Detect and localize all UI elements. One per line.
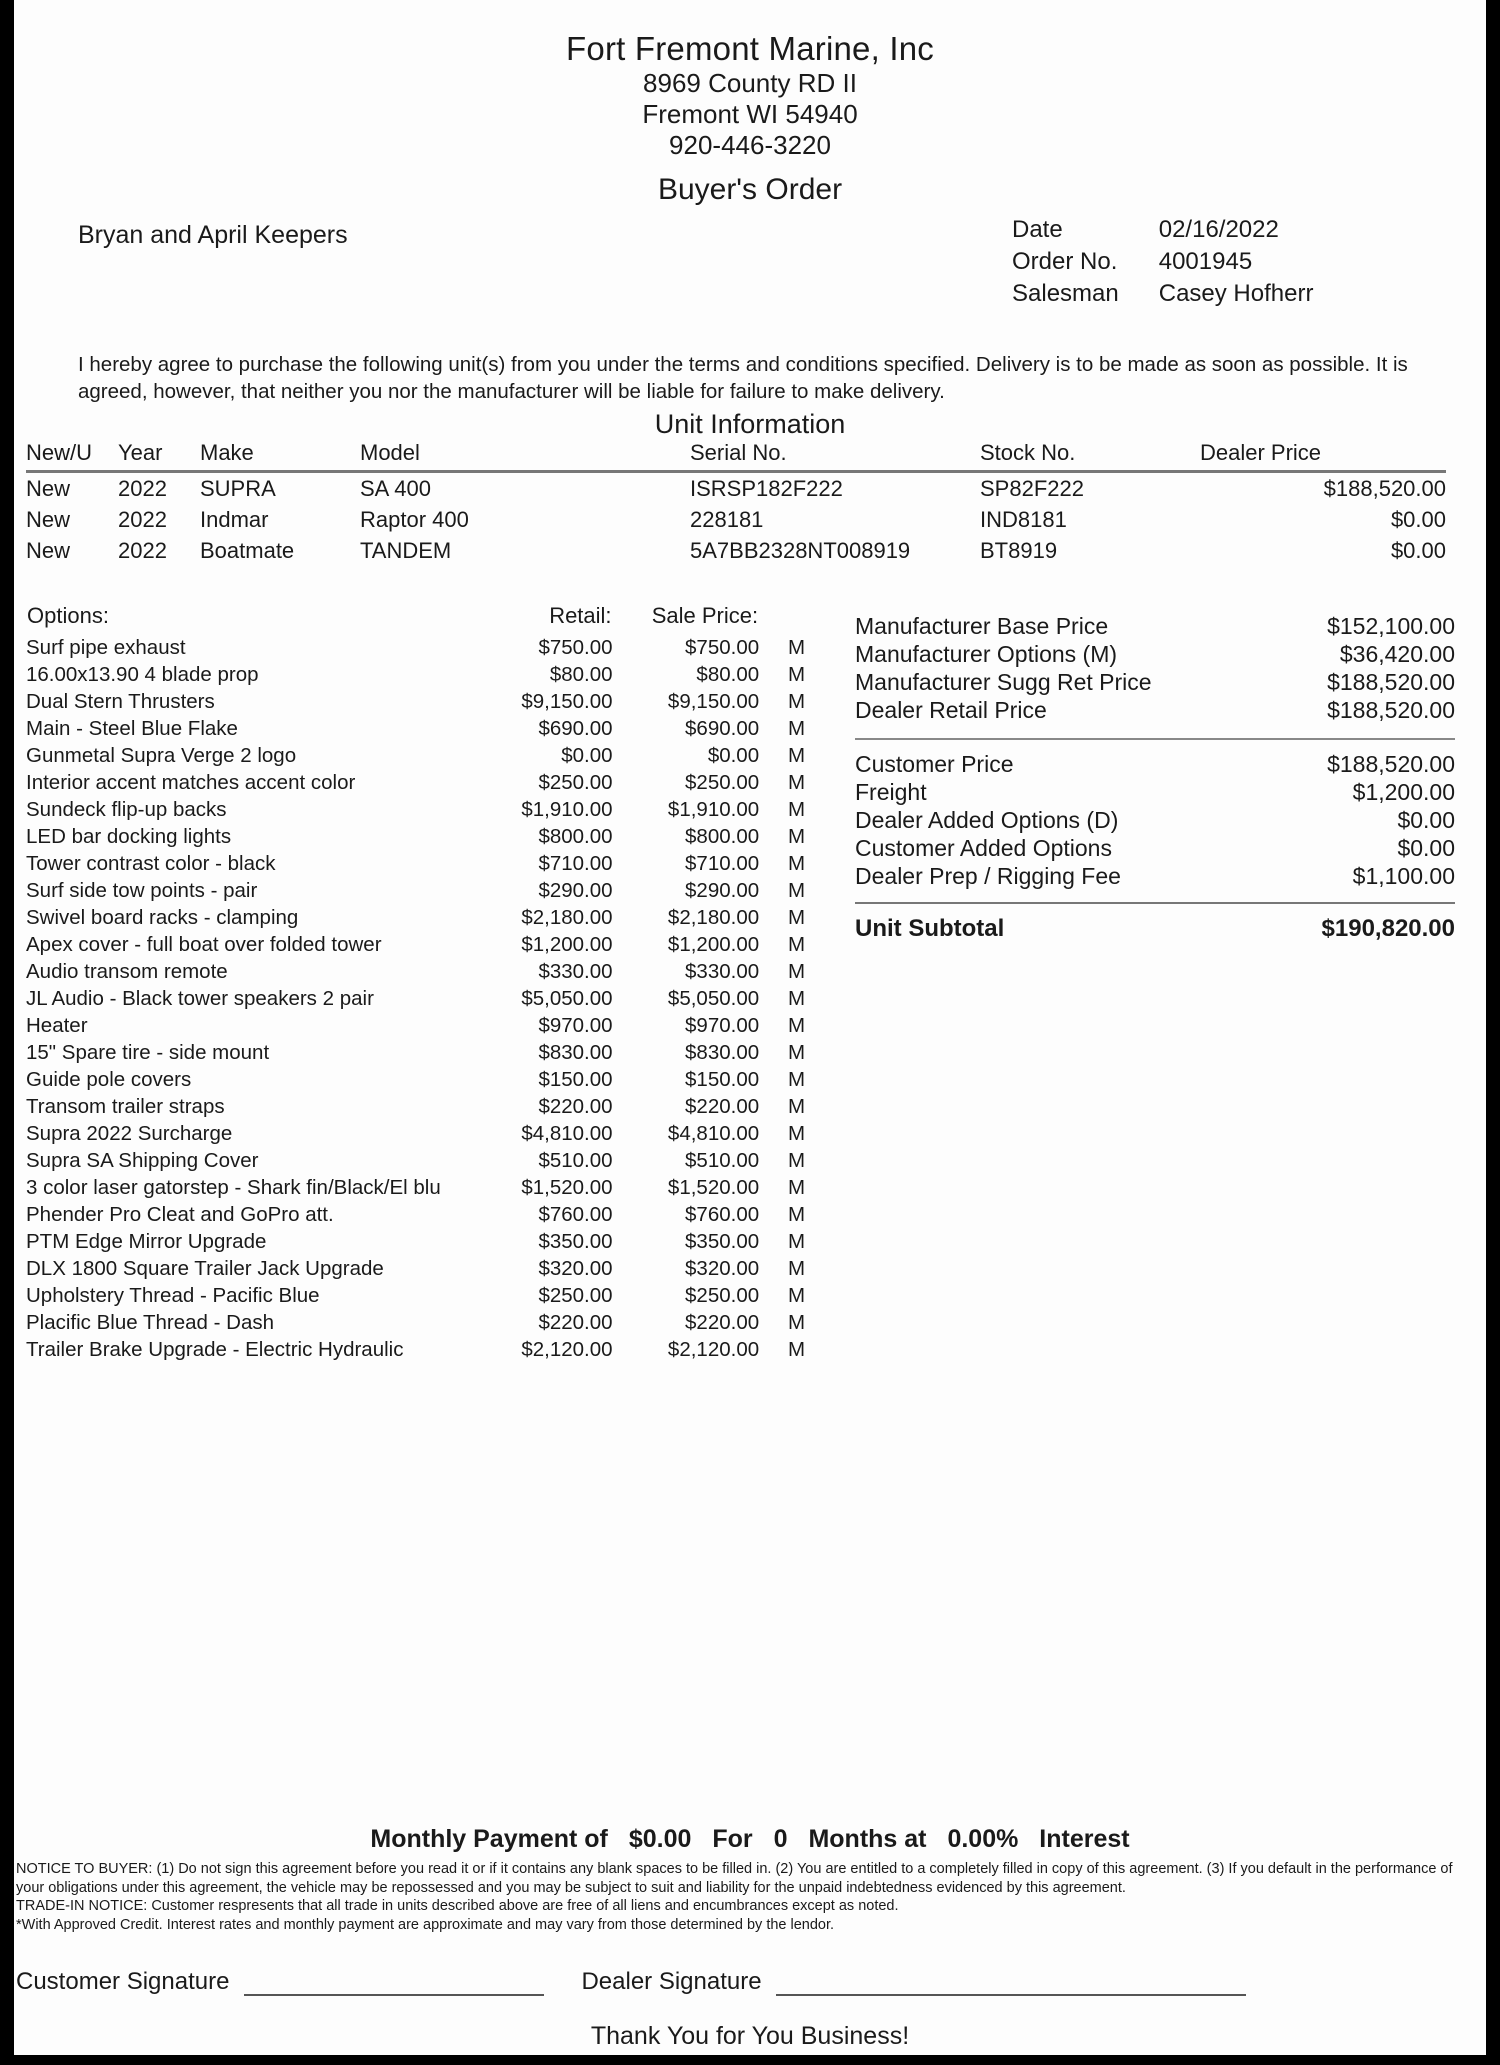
notice-to-buyer: NOTICE TO BUYER: (1) Do not sign this agreement before you read it or if it contains any blank spaces to be filled in. (2) You are entitled to a completely filled in copy of this agreement. (3) If you default in the performance of your obligations under this agreement, the vehicle may be repossessed and you may be subject to suit and liability for the unpaid indebtedness evidenced by this agreement.	[16, 1861, 1453, 1896]
approved-credit-notice: *With Approved Credit. Interest rates and monthly payment are approximate and may vary from those determined by the lendor.	[16, 1916, 835, 1933]
document-title: Buyer's Order	[657, 173, 843, 206]
option-description: Apex cover - full boat over folded tower	[26, 932, 382, 956]
unit-serial: 228181	[690, 507, 764, 532]
option-retail-price: $290.00	[538, 878, 613, 902]
summary-group-manufacturer	[855, 612, 1455, 724]
option-retail-price: $970.00	[538, 1013, 613, 1037]
option-sale-price: $690.00	[685, 716, 760, 740]
monthly-payment-line	[0, 1825, 1500, 1854]
option-sale-price: $5,050.00	[667, 986, 760, 1010]
option-retail-price: $1,200.00	[521, 932, 613, 956]
option-flag: M	[788, 905, 806, 929]
unit-year: 2022	[118, 538, 167, 563]
summary-row	[855, 778, 1455, 806]
options-header-flag	[759, 602, 816, 634]
option-flag: M	[788, 1175, 806, 1199]
option-flag: M	[788, 1202, 806, 1226]
option-description: Sundeck flip-up backs	[26, 797, 227, 821]
summary-row	[855, 668, 1455, 696]
order-meta-table	[1010, 213, 1315, 311]
summary-divider-2	[855, 902, 1455, 904]
table-row	[26, 1228, 816, 1255]
unit-header-dealer-price: Dealer Price	[1200, 440, 1446, 472]
document-footer	[0, 1825, 1500, 2051]
summary-value: $188,520.00	[1327, 668, 1455, 695]
option-retail-price: $4,810.00	[521, 1121, 613, 1145]
option-sale-price: $970.00	[685, 1013, 760, 1037]
dealer-signature-label: Dealer Signature	[581, 1968, 762, 1995]
option-sale-price: $220.00	[685, 1310, 760, 1334]
payment-prefix: Monthly Payment of	[370, 1825, 608, 1853]
unit-stock: BT8919	[980, 538, 1058, 563]
payment-rate: 0.00%	[947, 1825, 1019, 1853]
option-retail-price: $750.00	[538, 635, 613, 659]
table-row	[26, 1336, 816, 1363]
table-row	[26, 1120, 816, 1147]
unit-stock: SP82F222	[980, 476, 1084, 501]
option-sale-price: $0.00	[707, 743, 760, 767]
table-row	[26, 1147, 816, 1174]
option-sale-price: $2,180.00	[667, 905, 760, 929]
table-row	[26, 742, 816, 769]
unit-year: 2022	[118, 476, 167, 501]
option-description: 16.00x13.90 4 blade prop	[26, 662, 259, 686]
unit-header-make: Make	[200, 440, 360, 472]
meta-value-date: 02/16/2022	[1158, 216, 1279, 243]
unit-header-serial: Serial No.	[690, 440, 980, 472]
option-sale-price: $80.00	[696, 662, 760, 686]
table-row	[26, 715, 816, 742]
option-flag: M	[788, 986, 806, 1010]
option-description: JL Audio - Black tower speakers 2 pair	[26, 986, 374, 1010]
options-header-label: Options:	[27, 603, 109, 628]
unit-header-newu: New/U	[26, 440, 118, 472]
option-flag: M	[788, 959, 806, 983]
unit-year: 2022	[118, 507, 167, 532]
summary-value: $1,200.00	[1352, 778, 1455, 805]
option-sale-price: $1,910.00	[667, 797, 760, 821]
option-description: Heater	[26, 1013, 88, 1037]
meta-row-salesman	[1012, 279, 1313, 309]
option-description: Upholstery Thread - Pacific Blue	[26, 1283, 320, 1307]
meta-value-order-no: 4001945	[1158, 248, 1253, 275]
option-retail-price: $80.00	[549, 662, 613, 686]
option-sale-price: $800.00	[685, 824, 760, 848]
option-retail-price: $2,120.00	[521, 1337, 613, 1361]
customer-signature-field[interactable]	[244, 1972, 544, 1996]
table-row	[26, 535, 1446, 566]
option-description: Main - Steel Blue Flake	[26, 716, 238, 740]
signature-row	[16, 1968, 1484, 2008]
table-row	[26, 1309, 816, 1336]
unit-table-body	[26, 472, 1446, 567]
meta-label-order-no: Order No.	[1012, 248, 1118, 275]
option-description: 15" Spare tire - side mount	[26, 1040, 270, 1064]
option-sale-price: $220.00	[685, 1094, 760, 1118]
option-sale-price: $760.00	[685, 1202, 760, 1226]
options-table-body	[26, 634, 816, 1363]
unit-dealer-price: $0.00	[1390, 507, 1446, 532]
unit-stock: IND8181	[980, 507, 1067, 532]
unit-table-header-row	[26, 440, 1446, 472]
option-flag: M	[788, 1148, 806, 1172]
option-retail-price: $690.00	[538, 716, 613, 740]
option-flag: M	[788, 1094, 806, 1118]
unit-serial: 5A7BB2328NT008919	[690, 538, 911, 563]
option-sale-price: $1,520.00	[667, 1175, 760, 1199]
unit-model: TANDEM	[360, 538, 452, 563]
summary-total-table	[855, 914, 1455, 942]
summary-label: Dealer Added Options (D)	[855, 806, 1119, 833]
table-row	[26, 1066, 816, 1093]
meta-label-salesman: Salesman	[1012, 280, 1119, 307]
unit-dealer-price: $0.00	[1390, 538, 1446, 563]
option-retail-price: $1,520.00	[521, 1175, 613, 1199]
unit-subtotal-label: Unit Subtotal	[855, 914, 1005, 942]
option-sale-price: $4,810.00	[667, 1121, 760, 1145]
option-flag: M	[788, 635, 806, 659]
order-meta-row	[0, 213, 1500, 307]
unit-make: SUPRA	[200, 476, 276, 501]
option-description: Tower contrast color - black	[26, 851, 276, 875]
table-row	[26, 661, 816, 688]
summary-group-manufacturer-body	[855, 612, 1455, 724]
option-flag: M	[788, 1067, 806, 1091]
option-flag: M	[788, 932, 806, 956]
option-retail-price: $250.00	[538, 1283, 613, 1307]
table-row	[26, 931, 816, 958]
payment-months-count: 0	[773, 1825, 788, 1853]
table-row	[26, 985, 816, 1012]
option-sale-price: $290.00	[685, 878, 760, 902]
option-sale-price: $510.00	[685, 1148, 760, 1172]
unit-dealer-price: $188,520.00	[1323, 476, 1446, 501]
company-phone: 920-446-3220	[669, 130, 831, 160]
summary-value: $188,520.00	[1327, 750, 1455, 777]
unit-make: Indmar	[200, 507, 269, 532]
option-retail-price: $350.00	[538, 1229, 613, 1253]
meta-value-salesman: Casey Hofherr	[1158, 280, 1314, 307]
option-flag: M	[788, 689, 806, 713]
company-city-state-zip: Fremont WI 54940	[642, 99, 858, 129]
option-flag: M	[788, 1283, 806, 1307]
option-sale-price: $250.00	[685, 1283, 760, 1307]
unit-model: SA 400	[360, 476, 431, 501]
table-row	[26, 1174, 816, 1201]
option-retail-price: $510.00	[538, 1148, 613, 1172]
option-description: Supra SA Shipping Cover	[26, 1148, 259, 1172]
table-row	[26, 958, 816, 985]
table-row	[26, 472, 1446, 505]
table-row	[26, 769, 816, 796]
summary-divider-1	[855, 738, 1455, 740]
thank-you-message: Thank You for You Business!	[590, 2022, 910, 2050]
table-row	[26, 1039, 816, 1066]
summary-label: Manufacturer Base Price	[855, 612, 1109, 639]
table-row	[26, 877, 816, 904]
option-description: Swivel board racks - clamping	[26, 905, 299, 929]
option-sale-price: $750.00	[685, 635, 760, 659]
unit-newu: New	[26, 476, 71, 501]
table-row	[26, 823, 816, 850]
option-retail-price: $5,050.00	[521, 986, 613, 1010]
option-sale-price: $1,200.00	[667, 932, 760, 956]
payment-months-at: Months at	[808, 1825, 927, 1853]
unit-serial: ISRSP182F222	[690, 476, 843, 501]
option-sale-price: $150.00	[685, 1067, 760, 1091]
summary-value: $36,420.00	[1339, 640, 1455, 667]
option-description: LED bar docking lights	[26, 824, 232, 848]
options-header-retail: Retail:	[549, 603, 612, 628]
table-row	[26, 1093, 816, 1120]
table-row	[26, 904, 816, 931]
unit-information-title: Unit Information	[654, 409, 846, 439]
option-description: Guide pole covers	[26, 1067, 192, 1091]
summary-row	[855, 612, 1455, 640]
option-flag: M	[788, 743, 806, 767]
summary-label: Freight	[855, 778, 927, 805]
summary-row	[855, 640, 1455, 668]
unit-header-year: Year	[118, 440, 200, 472]
table-row	[26, 1255, 816, 1282]
summary-label: Dealer Retail Price	[855, 696, 1047, 723]
option-description: Phender Pro Cleat and GoPro att.	[26, 1202, 334, 1226]
option-flag: M	[788, 770, 806, 794]
option-description: Trailer Brake Upgrade - Electric Hydraulic	[26, 1337, 404, 1361]
option-description: Supra 2022 Surcharge	[26, 1121, 233, 1145]
summary-row	[855, 696, 1455, 724]
table-row	[26, 1012, 816, 1039]
summary-row	[855, 806, 1455, 834]
summary-group-customer	[855, 750, 1455, 890]
customer-name: Bryan and April Keepers	[78, 221, 348, 249]
option-flag: M	[788, 716, 806, 740]
option-retail-price: $320.00	[538, 1256, 613, 1280]
unit-header-stock: Stock No.	[980, 440, 1200, 472]
option-sale-price: $330.00	[685, 959, 760, 983]
option-description: DLX 1800 Square Trailer Jack Upgrade	[26, 1256, 384, 1280]
table-row	[26, 688, 816, 715]
option-retail-price: $1,910.00	[521, 797, 613, 821]
option-description: 3 color laser gatorstep - Shark fin/Black/El blu	[26, 1175, 441, 1199]
summary-label: Customer Price	[855, 750, 1014, 777]
unit-information-table	[26, 440, 1446, 566]
summary-value: $152,100.00	[1327, 612, 1455, 639]
table-row	[26, 1282, 816, 1309]
meta-row-date	[1012, 215, 1313, 245]
dealer-signature-field[interactable]	[776, 1972, 1246, 1996]
option-flag: M	[788, 1040, 806, 1064]
option-description: Gunmetal Supra Verge 2 logo	[26, 743, 297, 767]
option-description: Surf side tow points - pair	[26, 878, 258, 902]
option-retail-price: $710.00	[538, 851, 613, 875]
summary-label: Manufacturer Options (M)	[855, 640, 1118, 667]
option-retail-price: $2,180.00	[521, 905, 613, 929]
summary-value: $188,520.00	[1327, 696, 1455, 723]
option-sale-price: $250.00	[685, 770, 760, 794]
option-retail-price: $9,150.00	[521, 689, 613, 713]
option-description: Surf pipe exhaust	[26, 635, 186, 659]
option-flag: M	[788, 1310, 806, 1334]
option-retail-price: $220.00	[538, 1094, 613, 1118]
payment-interest: Interest	[1039, 1825, 1130, 1853]
unit-header-model: Model	[360, 440, 690, 472]
summary-group-customer-body	[855, 750, 1455, 890]
option-retail-price: $250.00	[538, 770, 613, 794]
page-bottom-edge	[0, 2055, 1500, 2065]
option-retail-price: $800.00	[538, 824, 613, 848]
options-header-row	[26, 602, 816, 634]
customer-signature-label: Customer Signature	[16, 1968, 230, 1995]
summary-row	[855, 750, 1455, 778]
unit-subtotal-value: $190,820.00	[1321, 914, 1455, 942]
option-flag: M	[788, 662, 806, 686]
option-sale-price: $830.00	[685, 1040, 760, 1064]
option-description: Transom trailer straps	[26, 1094, 225, 1118]
unit-newu: New	[26, 507, 71, 532]
meta-row-order-no	[1012, 247, 1313, 277]
summary-row	[855, 834, 1455, 862]
option-flag: M	[788, 1229, 806, 1253]
meta-label-date: Date	[1012, 216, 1063, 243]
company-name: Fort Fremont Marine, Inc	[566, 30, 934, 67]
option-description: Dual Stern Thrusters	[26, 689, 215, 713]
summary-label: Customer Added Options	[855, 834, 1112, 861]
option-retail-price: $0.00	[561, 743, 613, 767]
payment-for: For	[712, 1825, 753, 1853]
option-description: Audio transom remote	[26, 959, 228, 983]
option-flag: M	[788, 1121, 806, 1145]
summary-row	[855, 862, 1455, 890]
summary-value: $0.00	[1397, 834, 1455, 861]
price-summary-panel	[855, 612, 1455, 942]
option-description: PTM Edge Mirror Upgrade	[26, 1229, 267, 1253]
option-flag: M	[788, 851, 806, 875]
option-retail-price: $830.00	[538, 1040, 613, 1064]
unit-subtotal-row	[855, 914, 1455, 942]
options-table	[26, 602, 816, 1363]
option-description: Interior accent matches accent color	[26, 770, 356, 794]
option-retail-price: $220.00	[538, 1310, 613, 1334]
summary-value: $0.00	[1397, 806, 1455, 833]
table-row	[26, 796, 816, 823]
summary-label: Manufacturer Sugg Ret Price	[855, 668, 1152, 695]
option-retail-price: $330.00	[538, 959, 613, 983]
option-retail-price: $760.00	[538, 1202, 613, 1226]
option-sale-price: $710.00	[685, 851, 760, 875]
trade-in-notice: TRADE-IN NOTICE: Customer respresents that all trade in units described above are free of all liens and encumbrances except as noted.	[16, 1898, 899, 1914]
unit-model: Raptor 400	[360, 507, 469, 532]
option-flag: M	[788, 1337, 806, 1361]
unit-newu: New	[26, 538, 71, 563]
table-row	[26, 1201, 816, 1228]
option-sale-price: $350.00	[685, 1229, 760, 1253]
company-address: 8969 County RD II	[643, 68, 857, 98]
payment-amount: $0.00	[628, 1825, 692, 1853]
option-flag: M	[788, 797, 806, 821]
option-sale-price: $9,150.00	[667, 689, 760, 713]
table-row	[26, 634, 816, 661]
unit-make: Boatmate	[200, 538, 295, 563]
option-flag: M	[788, 878, 806, 902]
option-sale-price: $320.00	[685, 1256, 760, 1280]
options-and-summary	[0, 602, 1500, 1361]
summary-label: Dealer Prep / Rigging Fee	[855, 862, 1121, 889]
option-flag: M	[788, 1256, 806, 1280]
table-row	[26, 850, 816, 877]
agreement-paragraph: I hereby agree to purchase the following unit(s) from you under the terms and conditions specified. Delivery is to be made as soon as possible. It is agreed, however, that neither you nor the manufacturer will be liable for failure to make delivery.	[78, 353, 1408, 403]
legal-notices	[16, 1860, 1484, 1934]
option-flag: M	[788, 1013, 806, 1037]
options-header-sale-price: Sale Price:	[651, 603, 759, 628]
summary-value: $1,100.00	[1352, 862, 1455, 889]
option-sale-price: $2,120.00	[667, 1337, 760, 1361]
option-description: Placific Blue Thread - Dash	[26, 1310, 275, 1334]
table-row	[26, 504, 1446, 535]
option-flag: M	[788, 824, 806, 848]
option-retail-price: $150.00	[538, 1067, 613, 1091]
